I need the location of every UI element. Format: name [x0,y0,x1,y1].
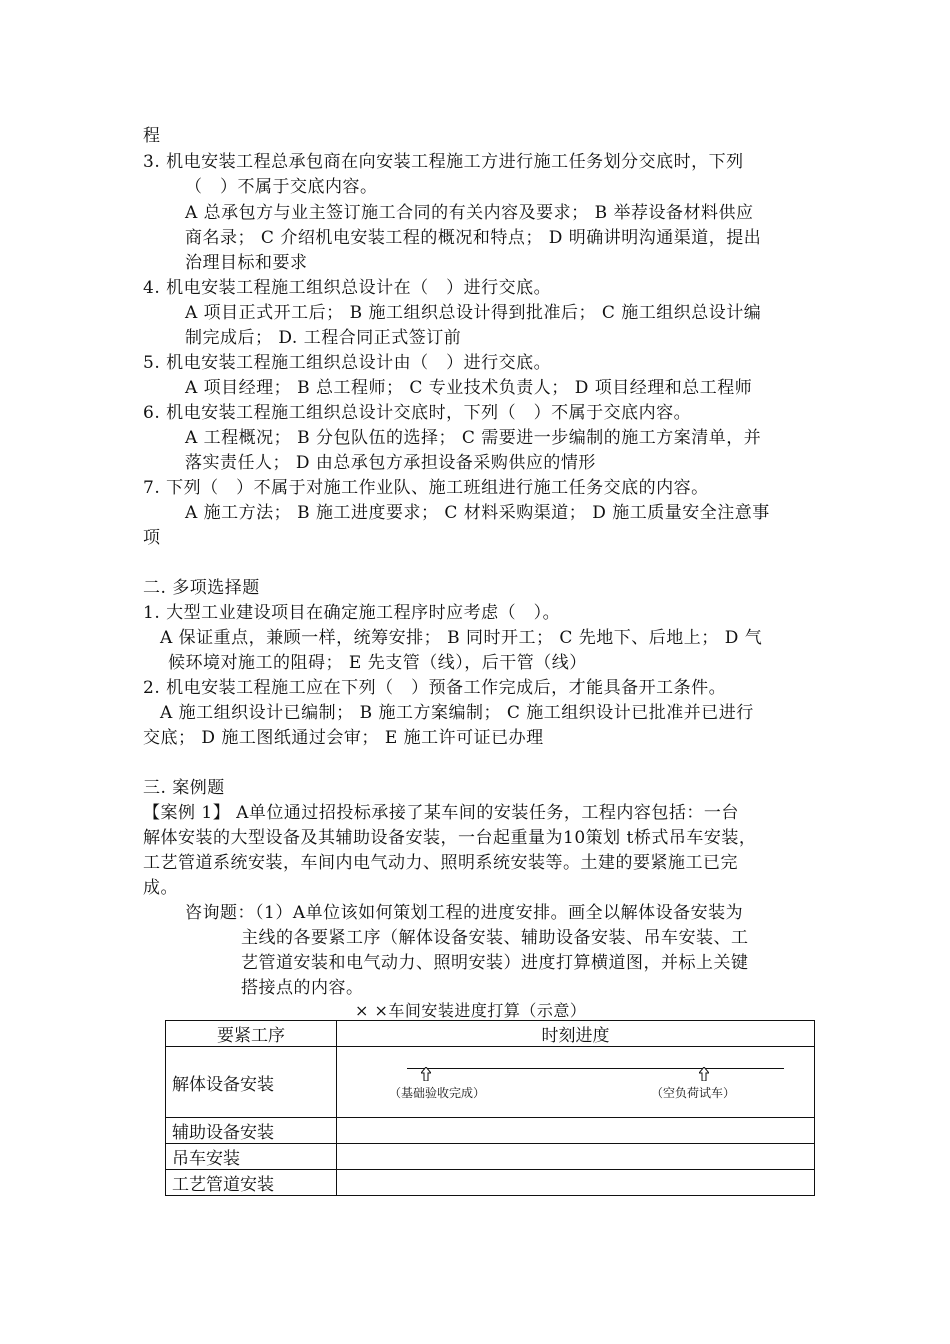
options-line: A 总承包方与业主签订施工合同的有关内容及要求； B 举荐设备材料供应 [185,203,754,223]
options-line: 项 [143,528,161,548]
options-line: 落实责任人； D 由总承包方承担设备采购供应的情形 [185,453,596,473]
options-line: A 保证重点，兼顾一样，统筹安排； B 同时开工； C 先地下、后地上； D 气 [160,628,763,648]
table-row [166,1118,815,1144]
table-header-cell: 时刻进度 [337,1021,815,1047]
table-caption: × ×车间安装进度打算（示意） [355,1001,587,1020]
up-arrow-icon [699,1067,709,1081]
options-line: 商名录； C 介绍机电安装工程的概况和特点； D 明确讲明沟通渠道，提出 [185,228,762,248]
table-cell: 解体设备安装 [166,1047,337,1118]
milestone-label: （空负荷试车） [651,1086,736,1100]
options-line: A 工程概况； B 分包队伍的选择； C 需要进一步编制的施工方案清单，并 [185,428,762,448]
case-question: 主线的各要紧工序（解体设备安装、辅助设备安装、吊车安装、工 [241,928,749,948]
options-line: 制完成后； D. 工程合同正式签订前 [185,328,462,348]
text-line: （ ）不属于交底内容。 [185,177,378,197]
table-header-row [166,1021,815,1047]
table-header-cell: 要紧工序 [166,1021,337,1047]
options-line: 候环境对施工的阻碍； E 先支管（线），后干管（线） [168,653,587,673]
question-3: 3. 机电安装工程总承包商在向安装工程施工方进行施工任务划分交底时，下列 [143,152,744,172]
options-line: A 项目正式开工后； B 施工组织总设计得到批准后； C 施工组织总设计编 [185,303,762,323]
table-cell [337,1144,815,1170]
table-row [166,1047,815,1118]
mc-question-2: 2. 机电安装工程施工应在下列（ ）预备工作完成后，才能具备开工条件。 [143,678,727,698]
case-paragraph: 解体安装的大型设备及其辅助设备安装，一台起重量为10策划 t桥式吊车安装， [143,828,757,848]
schedule-table [165,1020,815,1196]
text-line: 程 [143,126,161,146]
gantt-timeline [337,1054,814,1110]
case-paragraph: 工艺管道系统安装，车间内电气动力、照明系统安装等。土建的要紧施工已完 [143,853,738,873]
table-cell [337,1118,815,1144]
gantt-bar [407,1068,784,1069]
section-heading-multiple-choice: 二. 多项选择题 [143,578,260,598]
options-line: 治理目标和要求 [185,253,308,273]
table-row [166,1170,815,1196]
gantt-cell [337,1047,815,1118]
case-paragraph: 【案例 1】 A单位通过招投标承接了某车间的安装任务，工程内容包括：一台 [143,803,739,823]
case-paragraph: 成。 [143,878,178,898]
section-heading-case: 三. 案例题 [143,778,225,798]
options-line: A 施工组织设计已编制； B 施工方案编制； C 施工组织设计已批准并已进行 [160,703,754,723]
question-6: 6. 机电安装工程施工组织总设计交底时，下列（ ）不属于交底内容。 [143,403,692,423]
table-cell: 工艺管道安装 [166,1170,337,1196]
options-line: A 施工方法； B 施工进度要求； C 材料采购渠道； D 施工质量安全注意事 [185,503,770,523]
milestone-label: （基础验收完成） [389,1086,486,1100]
options-line: 交底； D 施工图纸通过会审； E 施工许可证已办理 [143,728,544,748]
table-row [166,1144,815,1170]
mc-question-1: 1. 大型工业建设项目在确定施工程序时应考虑（ ）。 [143,603,561,623]
table-cell: 吊车安装 [166,1144,337,1170]
table-cell [337,1170,815,1196]
case-question: 艺管道安装和电气动力、照明安装）进度打算横道图，并标上关键 [241,953,749,973]
question-7: 7. 下列（ ）不属于对施工作业队、施工班组进行施工任务交底的内容。 [143,478,709,498]
options-line: A 项目经理； B 总工程师； C 专业技术负责人； D 项目经理和总工程师 [185,378,753,398]
up-arrow-icon [421,1067,431,1081]
table-cell: 辅助设备安装 [166,1118,337,1144]
case-question: 搭接点的内容。 [241,978,364,998]
case-question: 咨询题：（1）A单位该如何策划工程的进度安排。画全以解体设备安装为 [185,903,744,923]
question-4: 4. 机电安装工程施工组织总设计在（ ）进行交底。 [143,278,552,298]
question-5: 5. 机电安装工程施工组织总设计由（ ）进行交底。 [143,353,552,373]
